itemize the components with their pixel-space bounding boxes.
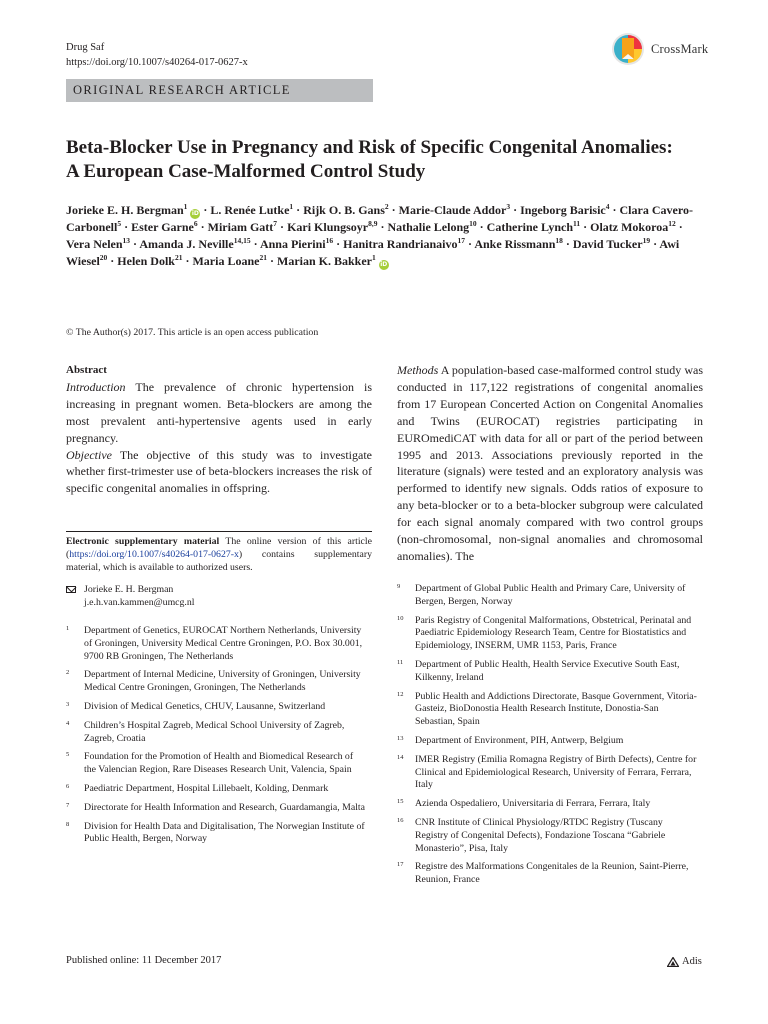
crossmark-icon — [611, 32, 645, 66]
doi-link[interactable]: https://doi.org/10.1007/s40264-017-0627-x — [66, 57, 248, 68]
author-affiliation-number: 20 — [99, 252, 108, 262]
author-affiliation-number: 21 — [174, 252, 183, 262]
esm-link[interactable]: https://doi.org/10.1007/s40264-017-0627-x — [69, 548, 239, 560]
author-name: Ingeborg Barisic — [520, 203, 606, 217]
affiliation-number: 7 — [66, 801, 70, 809]
author-name: Nathalie Lelong — [387, 220, 470, 234]
esm-text-after: ) contains supplementary material, which is available to authorized users. — [66, 548, 372, 573]
affiliation-number: 4 — [66, 719, 70, 727]
introduction-label: Introduction — [66, 379, 126, 394]
affiliation-item — [66, 625, 366, 663]
methods-label: Methods — [397, 363, 439, 377]
article-type-banner: ORIGINAL RESEARCH ARTICLE — [66, 79, 373, 102]
supplementary-material-note — [66, 531, 372, 574]
affiliations-right — [397, 583, 697, 893]
affiliation-item — [397, 615, 697, 653]
author-affiliation-number: 11 — [573, 219, 581, 228]
author-name: David Tucker — [572, 236, 643, 251]
affiliation-text: Department of Environment, PIH, Antwerp, Belgium — [415, 734, 624, 746]
esm-label: Electronic supplementary material — [66, 536, 220, 547]
affiliation-item — [66, 751, 366, 777]
author-name: Ester Garne — [131, 220, 194, 234]
abstract-heading: Abstract — [66, 364, 107, 376]
author-name: Awi Wiesel — [66, 236, 680, 268]
affiliation-item — [397, 691, 697, 729]
affiliation-item — [66, 720, 366, 746]
author-name: Jorieke E. H. Bergman — [66, 203, 184, 217]
author-affiliation-number: 7 — [273, 219, 278, 228]
author-name: Miriam Gatt — [207, 220, 274, 234]
objective-label: Objective — [66, 447, 112, 462]
envelope-icon — [66, 586, 76, 593]
author-list: Jorieke E. H. Bergman$^1$ iD · L. Renée Lutke$^1$ · Rijk O. B. Gans$^2$ · Marie-Claude Addor$^3$ · Ingeborg Barisic$^4$ · Clara Cavero-Carbonell$^5$ · Ester Garne$^6$ · Miriam Gatt$^7$ · Kari Klungsoyr$^{8,9}$ · Nathalie Lelong$^{10}$ · Catherine Lynch$^{11}$ · Olatz Mokoroa$^{12}$ · Vera Nelen$^{13}$ · Amanda J. Neville$^{14,15}$ · Anna Pierini$^{16}$ · Hanitra Randrianaivo$^{17}$ · Anke Rissmann$^{18}$ · David Tucker$^{19}$ · Awi Wiesel$^{20}$ · Helen Dolk$^{21}$ · Maria Loane$^{21}$ · Marian K. Bakker$^1$ iD — [66, 202, 693, 268]
author-affiliation-number: 8,9 — [368, 219, 378, 228]
author-name: Amanda J. Neville — [139, 236, 234, 251]
affiliation-text: Division of Medical Genetics, CHUV, Lausanne, Switzerland — [84, 700, 326, 712]
affiliation-number: 11 — [397, 658, 404, 666]
author-affiliation-number: 19 — [642, 235, 651, 245]
affiliation-number: 1 — [66, 625, 70, 632]
author-name: Catherine Lynch — [486, 220, 573, 234]
affiliation-number: 10 — [397, 614, 404, 622]
affiliation-item — [397, 659, 697, 685]
author-affiliation-number: 4 — [605, 202, 610, 211]
affiliation-item — [66, 701, 366, 714]
affiliation-number: 15 — [397, 798, 404, 806]
affiliation-text: CNR Institute of Clinical Physiology/RTDC Registry (Tuscany Registry of Congenital Defects), Fondazione Toscana “Gabriele Monasterio”, Pisa, Italy — [415, 816, 666, 854]
affiliation-number: 6 — [66, 782, 70, 790]
affiliation-text: Paediatric Department, Hospital Lillebaelt, Kolding, Denmark — [84, 782, 329, 794]
introduction-text: The prevalence of chronic hypertension is increasing in pregnant women. Beta-blockers are among the most prevalent anti-hypertensive agents used in early pregnancy. — [66, 379, 372, 445]
affiliation-number: 2 — [66, 669, 70, 677]
affiliation-text: Directorate for Health Information and Research, Guardamangia, Malta — [84, 801, 365, 813]
journal-name: Drug Saf — [66, 42, 105, 53]
methods-text: A population-based case-malformed control study was conducted in 117,122 registrations of congenital anomalies from 17 European Concerted Action on Congenital Anomalies and Twins (EUROCAT) registries participating in EUROmediCAT with data for all or part of the period between 1995 and 2013. Associations previously reported in the literature (signals) were tested and an exploratory analysis was performed to identify new signals. Odds ratios of exposure to any beta-blocker or to a beta-blocker subgroup were calculated for each signal anomaly compared with two control groups (non-chromosomal, non-signal anomalies and chromosomal anomalies). The — [397, 363, 703, 563]
abstract-methods — [397, 362, 703, 565]
affiliation-number: 16 — [397, 816, 404, 824]
author-name: Anke Rissmann — [474, 236, 556, 251]
author-affiliation-number: 2 — [384, 202, 389, 211]
author-name: Maria Loane — [192, 253, 260, 268]
crossmark-badge[interactable] — [611, 32, 708, 66]
author-affiliation-number: 21 — [259, 252, 267, 262]
affiliation-item — [66, 821, 366, 847]
author-affiliation-number: 14,15 — [233, 235, 251, 245]
open-access-note: © The Author(s) 2017. This article is an open access publication — [66, 327, 319, 338]
affiliation-number: 14 — [397, 753, 404, 761]
author-affiliation-number: 1 — [183, 202, 188, 211]
author-affiliation-number: 13 — [122, 235, 131, 245]
author-affiliation-number: 5 — [117, 219, 122, 228]
affiliation-text: Department of Genetics, EUROCAT Northern Netherlands, University of Groningen, University Medical Centre Groningen, P.O. Box 30.001, 9700 RB Groningen, The Netherlands — [84, 625, 363, 662]
affiliation-text: Paris Registry of Congenital Malformations, Obstetrical, Perinatal and Paediatric Epidemiology Research Team, Centre for Biostatistics and Epidemiology, INSERM, UMR 1153, Paris, France — [415, 614, 692, 652]
affiliation-text: Department of Global Public Health and Primary Care, University of Bergen, Bergen, Norway — [415, 583, 686, 607]
orcid-icon[interactable]: iD — [380, 260, 388, 268]
author-affiliation-number: 18 — [555, 235, 563, 245]
author-name: Vera Nelen — [66, 236, 123, 251]
author-name: Clara Cavero-Carbonell — [66, 203, 693, 234]
affiliation-item — [397, 583, 697, 609]
affiliation-number: 9 — [397, 583, 401, 590]
author-name: Olatz Mokoroa — [590, 220, 669, 234]
author-name: Marie-Claude Addor — [398, 203, 507, 217]
correspondence-name: Jorieke E. H. Bergman — [84, 584, 174, 595]
author-affiliation-number: 10 — [469, 219, 477, 228]
abstract-right-column — [397, 362, 703, 565]
publisher-logo — [667, 956, 702, 967]
abstract-objective — [66, 447, 372, 498]
abstract-left-column — [66, 362, 372, 497]
affiliation-item — [66, 669, 366, 695]
journal-header — [66, 40, 248, 70]
affiliation-text: Public Health and Addictions Directorate, Basque Government, Vitoria-Gasteiz, BioDonostia Health Research Institute, Donostia-San Sebastian, Spain — [415, 690, 697, 728]
author-affiliation-number: 17 — [457, 235, 465, 245]
abstract-introduction — [66, 379, 372, 447]
author-affiliation-number: 16 — [325, 235, 334, 245]
affiliation-number: 5 — [66, 751, 70, 759]
affiliation-item — [397, 735, 697, 748]
affiliation-number: 13 — [397, 734, 404, 742]
author-affiliation-number: 12 — [668, 219, 676, 228]
publisher-name: Adis — [682, 956, 702, 967]
author-name: Hanitra Randrianaivo — [343, 236, 458, 251]
correspondence-email[interactable]: j.e.h.van.kammen@umcg.nl — [84, 596, 195, 608]
affiliation-text: Foundation for the Promotion of Health and Biomedical Research of the Valencian Region, Rare Diseases Research Unit, Valencia, Spain — [84, 751, 354, 776]
affiliation-number: 3 — [66, 700, 70, 708]
affiliation-number: 8 — [66, 820, 70, 828]
author-name: Rijk O. B. Gans — [303, 203, 385, 217]
affiliation-number: 12 — [397, 690, 404, 698]
author-name: Helen Dolk — [117, 253, 175, 268]
published-date: Published online: 11 December 2017 — [66, 955, 222, 966]
affiliation-text: Department of Internal Medicine, University of Groningen, University Medical Centre Groningen, Groningen, The Netherlands — [84, 669, 361, 694]
affiliation-item — [66, 802, 366, 815]
objective-text: The objective of this study was to investigate whether first-trimester use of beta-blockers increases the risk of specific congenital anomalies in offspring. — [66, 447, 372, 496]
affiliation-text: Registre des Malformations Congenitales de la Reunion, Saint-Pierre, Reunion, France — [415, 861, 689, 886]
adis-triangle-icon — [667, 957, 679, 967]
affiliation-text: Division for Health Data and Digitalisation, The Norwegian Institute of Public Health, Bergen, Norway — [84, 820, 365, 845]
affiliation-item — [397, 861, 697, 887]
article-title: Beta-Blocker Use in Pregnancy and Risk of Specific Congenital Anomalies: A European Case-Malformed Control Study — [66, 137, 673, 182]
correspondence — [66, 584, 195, 610]
author-affiliation-number: 3 — [506, 202, 511, 211]
affiliation-text: Department of Public Health, Health Service Executive South East, Kilkenny, Ireland — [415, 658, 680, 683]
author-name: Anna Pierini — [259, 236, 326, 251]
affiliation-item — [397, 817, 697, 855]
affiliation-item — [397, 754, 697, 792]
crossmark-label: CrossMark — [651, 41, 709, 56]
orcid-icon[interactable]: iD — [191, 210, 199, 217]
author-affiliation-number: 6 — [193, 219, 198, 228]
author-affiliation-number: 1 — [289, 202, 294, 211]
affiliation-item — [397, 798, 697, 811]
author-name: Kari Klungsoyr — [287, 220, 369, 234]
affiliation-number: 17 — [397, 861, 404, 869]
affiliation-item — [66, 783, 366, 796]
affiliation-text: Children’s Hospital Zagreb, Medical School University of Zagreb, Zagreb, Croatia — [84, 719, 345, 744]
author-name: L. Renée Lutke — [210, 203, 290, 217]
author-name: Marian K. Bakker — [277, 253, 372, 268]
author-affiliation-number: 1 — [372, 252, 376, 262]
affiliation-text: Azienda Ospedaliero, Universitaria di Ferrara, Ferrara, Italy — [415, 798, 651, 810]
esm-text-before: The online version of this article ( — [66, 536, 372, 560]
affiliations-left — [66, 625, 366, 852]
affiliation-text: IMER Registry (Emilia Romagna Registry of Birth Defects), Centre for Clinical and Epidemiological Research, University of Ferrara, Ferrara, Italy — [415, 753, 697, 791]
